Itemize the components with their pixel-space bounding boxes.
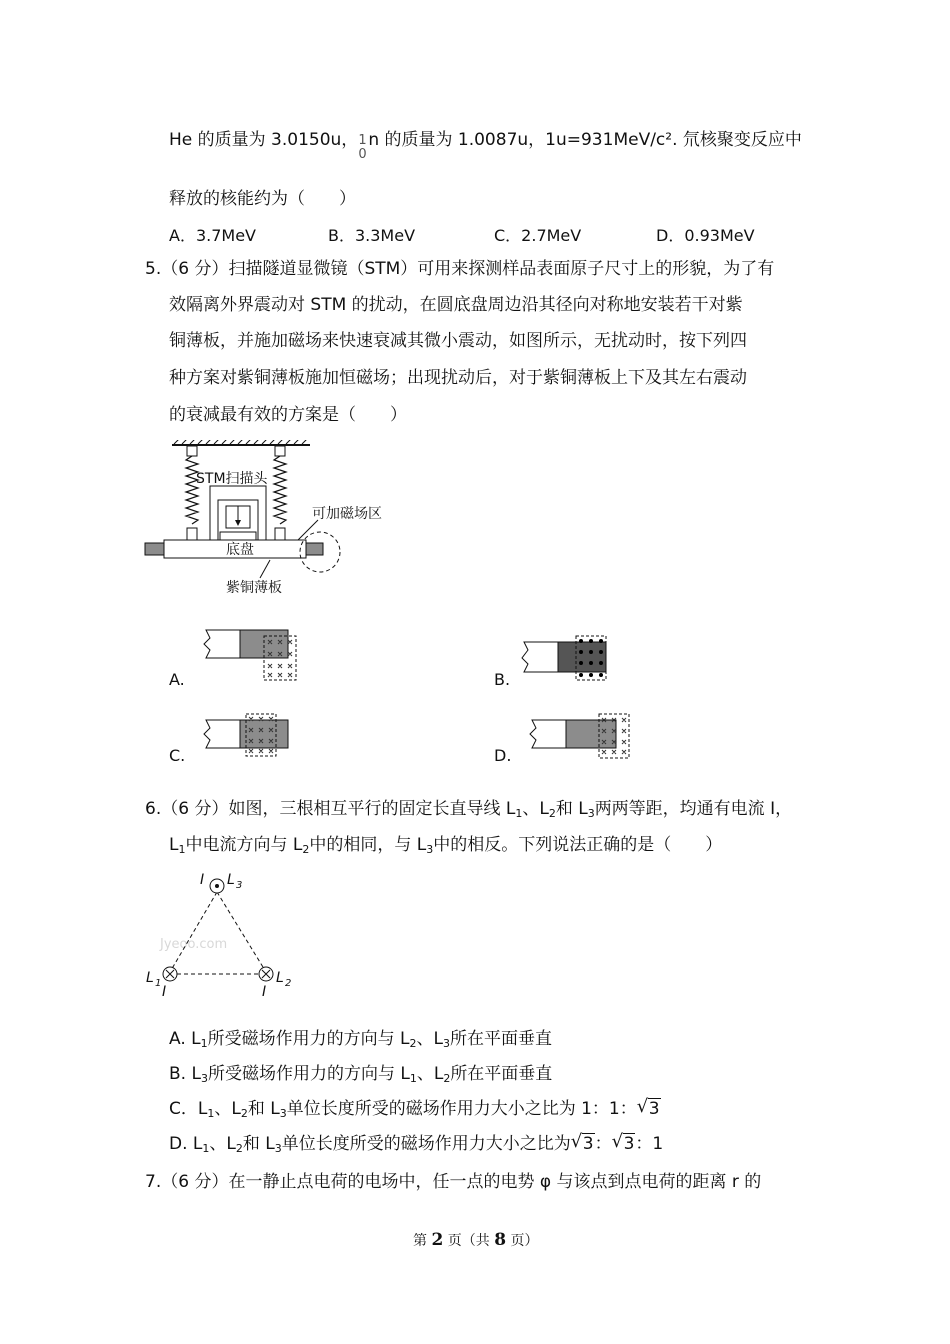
label-field-region: 可加磁场区: [312, 506, 382, 522]
q5-option-d[interactable]: D.: [494, 746, 512, 765]
q7-stem-line-1: 7.（6 分）在一静止点电荷的电场中，任一点的电势 φ 与该点到点电荷的距离 r 的: [145, 1172, 762, 1192]
label-I-left: I: [162, 984, 167, 1000]
label-L3: L: [227, 872, 235, 888]
neutron-symbol: 1 0: [358, 133, 367, 162]
q4-option-c[interactable]: C．2.7MeV: [494, 226, 582, 245]
q5-option-a[interactable]: A.: [169, 670, 185, 689]
triangle-wires-figure: [140, 868, 310, 1008]
q5-stem-line-4: 种方案对紫铜薄板施加恒磁场；出现扰动后，对于紫铜薄板上下及其左右震动: [169, 368, 747, 388]
q6-option-a[interactable]: A. $L_1$所受磁场作用力的方向与 $L_2$、$L_3$所在平面垂直: [169, 1029, 552, 1050]
sqrt-3-second: √ 3: [612, 1132, 636, 1156]
q4-option-b[interactable]: B．3.3MeV: [328, 226, 416, 245]
q6-option-d[interactable]: D. $L_1$、$L_2$和 $L_3$单位长度所受的磁场作用力大小之比为√ 3：√ 3：1: [169, 1132, 663, 1161]
q5-option-b[interactable]: B.: [494, 670, 511, 689]
q5-stem-line-2: 效隔离外界震动对 STM 的扰动，在圆底盘周边沿其径向对称地安装若干对紫: [169, 295, 743, 315]
q5-stem-line-1: 5.（6 分）扫描隧道显微镜（STM）可用来探测样品表面原子尺寸上的形貌，为了有: [145, 259, 775, 279]
option-b-figure: [518, 632, 618, 686]
label-L2: L: [276, 970, 284, 986]
label-base: 底盘: [226, 542, 254, 558]
q4-line-1: He 的质量为 3.0150u， 1 0 n 的质量为 1.0087u，1u=931MeV/c². 氘核聚变反应中: [169, 130, 802, 162]
q6-option-b[interactable]: B. $L_3$所受磁场作用力的方向与 $L_1$、$L_2$所在平面垂直: [169, 1064, 553, 1085]
svg-text:2: 2: [285, 978, 292, 989]
label-I-right: I: [262, 984, 267, 1000]
option-d-figure: [526, 710, 636, 762]
label-I-top: I: [200, 872, 205, 888]
option-a-figure: [200, 622, 300, 684]
q5-stem-line-3: 铜薄板，并施加磁场来快速衰减其微小震动，如图所示，无扰动时，按下列四: [169, 331, 747, 351]
q4-option-a[interactable]: A．3.7MeV: [169, 226, 256, 245]
svg-text:1: 1: [155, 978, 162, 989]
sqrt-3: √ 3: [637, 1097, 661, 1121]
q6-stem-line-2: $L_1$中电流方向与 $L_2$中的相同，与 $L_3$中的相反。下列说法正确的是（ ）: [169, 835, 723, 856]
svg-text:3: 3: [236, 880, 243, 891]
watermark: Jyeoo.com: [160, 937, 228, 952]
label-L1: L: [146, 970, 154, 986]
q4-line-2: 释放的核能约为（ ）: [169, 189, 356, 209]
label-scan-head: STM扫描头: [196, 471, 268, 487]
page-footer: 第 2 页（共 8 页）: [413, 1230, 539, 1250]
stm-figure: [140, 440, 400, 600]
label-plate: 紫铜薄板: [226, 580, 282, 596]
q4-option-d[interactable]: D．0.93MeV: [656, 226, 755, 245]
sqrt-3-first: √ 3: [571, 1132, 595, 1156]
q5-option-c[interactable]: C.: [169, 746, 186, 765]
q5-stem-line-5: 的衰减最有效的方案是（ ）: [169, 405, 407, 425]
q6-option-c[interactable]: C．$L_1$、$L_2$和 $L_3$单位长度所受的磁场作用力大小之比为 1：1：√ 3: [169, 1097, 661, 1126]
q6-stem-line-1: 6.（6 分）如图，三根相互平行的固定长直导线 $L_1$、$L_2$和 $L_3$两两等距，均通有电流 I，: [145, 799, 793, 820]
option-c-figure: [200, 710, 300, 760]
